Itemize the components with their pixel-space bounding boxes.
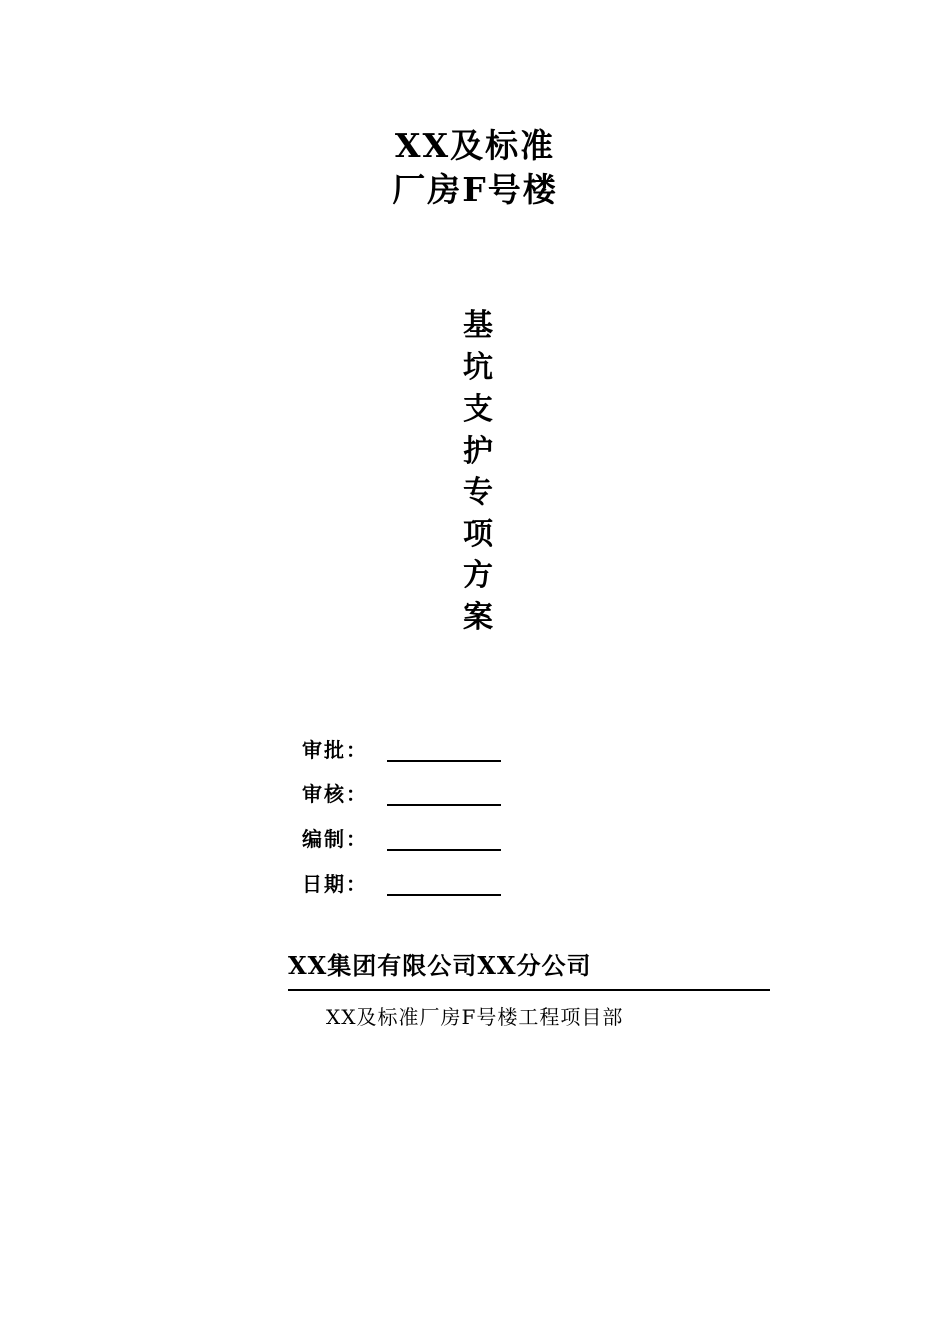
signature-line bbox=[387, 894, 501, 896]
project-department: XX及标准厂房F号楼工程项目部 bbox=[326, 1005, 624, 1029]
signature-line bbox=[387, 849, 501, 851]
cover-title-line-2: 厂房F号楼 bbox=[392, 170, 558, 209]
signature-label: 审核： bbox=[302, 782, 368, 806]
vertical-title-char: 支 bbox=[463, 392, 493, 427]
vertical-title-char: 案 bbox=[463, 600, 493, 635]
vertical-title-char: 方 bbox=[463, 558, 493, 593]
signature-line bbox=[387, 804, 501, 806]
cover-title-line-1: XX及标准 bbox=[394, 126, 556, 165]
divider bbox=[288, 989, 770, 991]
signature-label: 编制： bbox=[302, 827, 368, 851]
signature-label: 日期： bbox=[302, 872, 368, 896]
vertical-title-char: 专 bbox=[463, 475, 493, 510]
vertical-title-char: 坑 bbox=[463, 350, 493, 385]
company-name: XX集团有限公司XX分公司 bbox=[288, 951, 592, 980]
vertical-title-char: 护 bbox=[463, 434, 493, 469]
signature-line bbox=[387, 760, 501, 762]
vertical-title-char: 基 bbox=[463, 308, 493, 343]
signature-label: 审批： bbox=[302, 738, 368, 762]
vertical-title-char: 项 bbox=[463, 517, 493, 552]
